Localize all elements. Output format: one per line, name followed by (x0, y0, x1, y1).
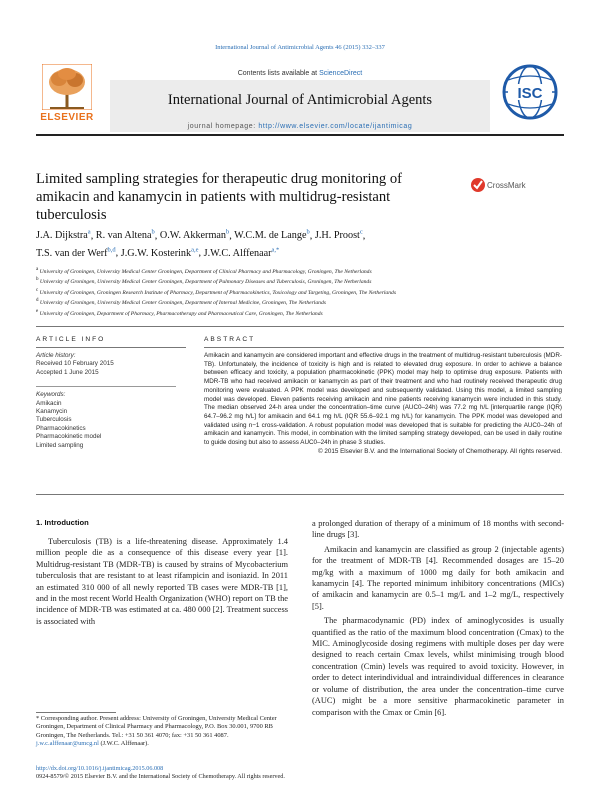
corresponding-footnote (36, 715, 288, 749)
crossmark-badge[interactable] (470, 176, 526, 194)
affiliation: $^b$ University of Groningen, University Medical Center Groningen, Department of Pulmonary Diseases and Tuberculosis, Groningen, The Netherlands (36, 277, 372, 286)
keyword: Pharmacokinetics (36, 424, 86, 432)
journal-name: International Journal of Antimicrobial Agents (167, 92, 433, 108)
author-list: J.A. Dijkstra$^a$, R. van Altena$^b$, O.W. Akkerman$^b$, W.C.M. de Lange$^b$, J.H. Proost$^c$, T.S. van der Werf$^{b,d}$, J.G.W. Kosterink$^{a,e}$, J.W.C. Alffenaar$^{a,*}$ (36, 229, 366, 259)
homepage-line (110, 123, 490, 130)
author[interactable]: O.W. Akkerman$^b$ (159, 229, 230, 242)
author[interactable]: W.C.M. de Lange$^b$ (234, 229, 310, 242)
email-link[interactable]: j.w.c.alffenaar@umcg.nl (36, 740, 99, 748)
affiliation: $^a$ University of Groningen, University Medical Center Groningen, Department of Clinical Pharmacy and Pharmacology, Groningen, The Netherlands (36, 267, 372, 275)
elsevier-logo (36, 62, 98, 128)
paragraph: a prolonged duration of therapy of a minimum of 18 months with second-line drugs [3]. (312, 519, 564, 540)
affiliation: $^c$ University of Groningen, Groningen Research Institute of Pharmacy, Department of Pharmacokinetics, Toxicology and Targeting, Groningen, The Netherlands (36, 287, 396, 296)
abstract-heading: ABSTRACT (204, 336, 256, 343)
keyword: Tuberculosis (36, 416, 72, 424)
history-label: Article history: (36, 352, 76, 359)
accepted-date: Accepted 1 June 2015 (36, 368, 99, 376)
body-column-right (312, 518, 564, 718)
keyword: Limited sampling (36, 441, 84, 449)
divider (36, 386, 176, 387)
author[interactable]: R. van Altena$^b$ (95, 229, 155, 242)
affiliation: $^d$ University of Groningen, University Medical Center Groningen, Department of Internal Medicine, Groningen, The Netherlands (36, 298, 326, 307)
doi-link[interactable]: http://dx.doi.org/10.1016/j.ijantimicag.2015.06.008 (36, 765, 164, 772)
header-rule (36, 134, 564, 136)
paragraph: Tuberculosis (TB) is a life-threatening disease. Approximately 1.4 million people die as a consequence of this disease every year [1]. Multidrug-resistant TB (MDR-TB) is caused by strains of Mycobacterium tuberculosis that are resistant to at least rifampicin and isoniazid. In 2011 an estimated 310 000 of all newly reported TB cases were MDR-TB [1], and in the most recent World Health Organization (WHO) report on TB the incidence of MDR-TB was estimated at ca. 480 000 [2]. Treatment success is associated with (36, 537, 288, 626)
isc-logo-text: ISC (517, 85, 543, 102)
email-line: j.w.c.alffenaar@umcg.nl (J.W.C. Alffenaar). (36, 740, 149, 748)
isc-globe-icon (496, 62, 564, 126)
contents-prefix: Contents lists available at (237, 70, 320, 77)
journal-citation[interactable]: International Journal of Antimicrobial Agents 46 (2015) 332–337 (215, 44, 385, 51)
affiliation: $^e$ University of Groningen, Department of Pharmacy, Pharmacotherapy and Pharmaceutical Care, Groningen, The Netherlands (36, 308, 323, 317)
contents-line (110, 70, 490, 77)
divider (204, 347, 564, 348)
paragraph: Amikacin and kanamycin are classified as group 2 (injectable agents) for the treatment of MDR-TB [4]. Recommended dosages are 15–20 mg/kg with a maximum of 1000 mg daily for both amikacin and kanamycin [4]. The reported minimum inhibitory concentrations (MICs) of amikacin and kanamycin are 0.5–1 mg/L and 1–2 mg/L, respectively [5]. (312, 544, 564, 611)
divider (36, 347, 186, 348)
abstract-copyright: © 2015 Elsevier B.V. and the International Society of Chemotherapy. All rights reserved. (317, 447, 562, 455)
abstract-body (204, 352, 562, 456)
isc-logo (496, 62, 564, 126)
keyword: Kanamycin (36, 408, 68, 416)
received-date: Received 10 February 2015 (36, 360, 114, 368)
author[interactable]: J.H. Proost$^c$ (314, 229, 363, 242)
crossmark-icon (470, 176, 526, 194)
corresponding-author-note: * Corresponding author. Present address: University of Groningen, University Medical Center Groningen, Department of Clinical Pharmacy and Pharmacology, P.O. Box 30.001, 9700 RB Groningen, The Netherlands. Tel.: +31 50 361 4070; fax: +31 50 361 4087. (36, 715, 277, 739)
paragraph: The pharmacodynamic (PD) index of aminoglycosides is usually quantified as the ratio of the maximum blood concentration (Cmax) to the MIC. Aminoglycoside dosing regimens with multiple doses per day were designed to reach certain Cmax levels, whilst minimising trough blood concentration (Cmin) levels was required to avoid toxicity. However, in order to detect interindividual and intraindividual differences in clearance or volume of distribution, the area under the concentration–time curve (AUC) might be a more sensitive pharmacokinetic parameter in comparison with the Cmax or Cmin [6]. (312, 616, 564, 717)
homepage-prefix: journal homepage: (187, 123, 259, 130)
affiliation-list (36, 266, 556, 318)
elsevier-tree-icon (42, 64, 92, 110)
article-info-heading: ARTICLE INFO (36, 336, 106, 343)
sciencedirect-link[interactable]: ScienceDirect (319, 70, 363, 77)
bottom-notes (36, 765, 336, 781)
keyword: Amikacin (36, 399, 62, 407)
body-column-left (36, 536, 288, 627)
crossmark-label: CrossMark (487, 181, 526, 190)
article-info (36, 352, 176, 450)
section-heading: 1. Introduction (36, 518, 89, 527)
footnote-rule (36, 712, 116, 713)
author[interactable]: J.G.W. Kosterink$^{a,e}$ (120, 246, 199, 259)
elsevier-wordmark: ELSEVIER (40, 112, 94, 123)
article-title: Limited sampling strategies for therapeutic drug monitoring of amikacin and kanamycin in patients with multidrug-resistant tuberculosis (36, 171, 402, 223)
author[interactable]: T.S. van der Werf$^{b,d}$ (36, 246, 116, 259)
divider (36, 326, 564, 327)
issn-line: 0924-8579/© 2015 Elsevier B.V. and the International Society of Chemotherapy. All rights reserved. (36, 773, 285, 781)
homepage-link[interactable]: http://www.elsevier.com/locate/ijantimicag (258, 123, 413, 130)
keyword: Pharmacokinetic model (36, 433, 102, 441)
abstract-text: Amikacin and kanamycin are considered important and effective drugs in the treatment of multidrug-resistant tuberculosis (MDR-TB). Unfortunately, the incidence of toxicity is high and is related to elevated drug exposure. In order to achieve a balance between efficacy and toxicity, a population pharmacokinetic (PPK) model may help to optimise drug exposure. Patients with MDR-TB who had received amikacin or kanamycin as part of their treatment and who had routinely received therapeutic drug monitoring were evaluated. A PPK model was developed and subsequently validated. Using this model, a limited sampling model was developed. Eleven patients receiving amikacin and nine patients receiving kanamycin were included in this study. The median observed 24-h area under the concentration–time curve (AUC0–24h) was 77.2 mg h/L [interquartile range (IQR) 64.7–96.2 mg h/L] for amikacin and 64.1 mg h/L (IQR 55.6–92.1 mg h/L) for kanamycin. The PPK model was developed and validated using n−1 cross-validation. A robust population model was developed that is suitable for predicting the AUC0–24h of amikacin and kanamycin. This model, in combination with the limited sampling strategy developed, can be used in daily routine to guide dosing but also to assess AUC0–24h in phase 3 studies. (204, 352, 562, 447)
author[interactable]: J.W.C. Alffenaar$^{a,*}$ (203, 246, 280, 259)
keywords-label: Keywords: (36, 391, 66, 399)
author[interactable]: J.A. Dijkstra$^a$ (36, 229, 91, 242)
divider (36, 494, 564, 495)
